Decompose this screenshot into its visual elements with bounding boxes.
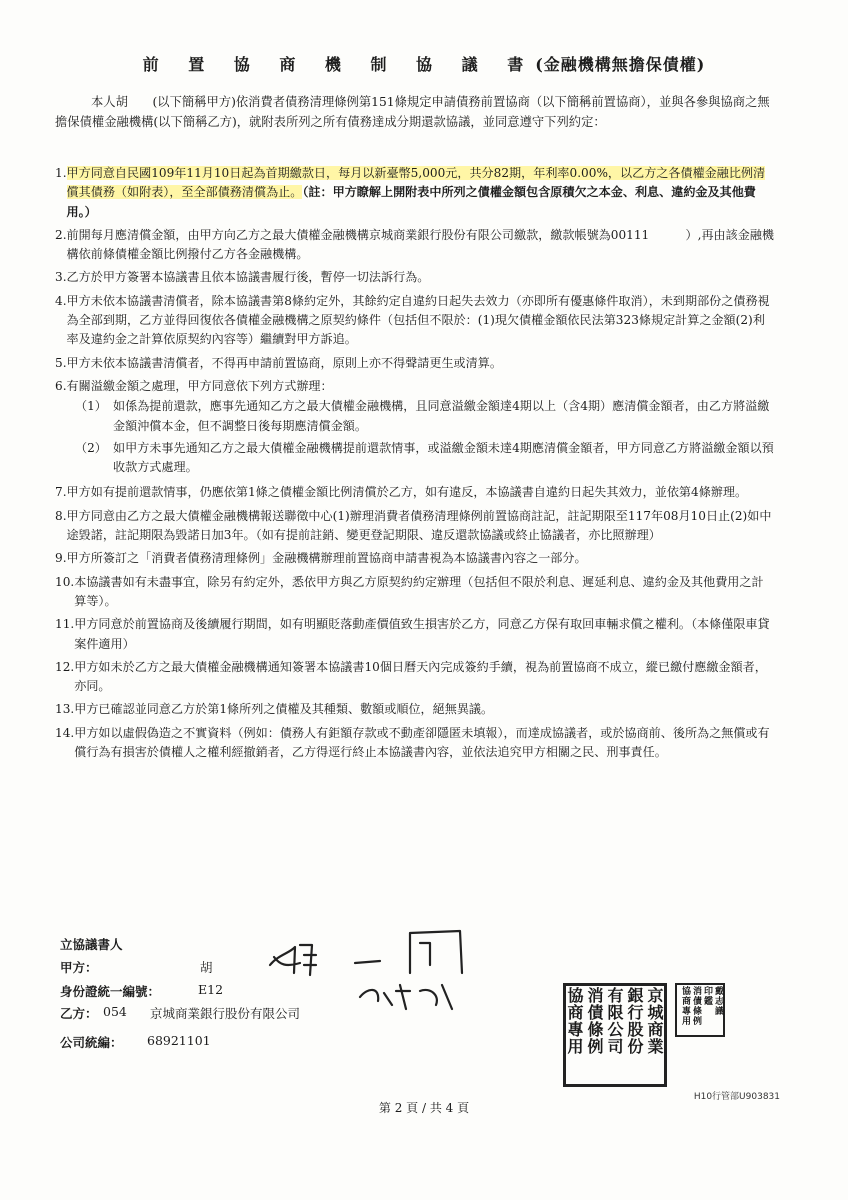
clause-12 bbox=[55, 658, 775, 697]
sub-number: （2） bbox=[75, 440, 107, 455]
sub-text: 如甲方未事先通知乙方之最大債權金融機構提前還款情事，或溢繳金額未達4期應清償金額者，甲方同意乙方將溢繳金額以預收款方式處理。 bbox=[113, 440, 774, 475]
clause-7 bbox=[55, 483, 775, 502]
stamp-text: 消債條例 bbox=[691, 986, 701, 1026]
clause-6-sub-2 bbox=[55, 439, 775, 478]
clause-14 bbox=[55, 724, 775, 763]
stamp-text: 戴志識 bbox=[713, 986, 723, 1016]
clause-4 bbox=[55, 292, 775, 350]
party-a-label: 甲方： bbox=[60, 960, 98, 975]
id-value: E12 bbox=[198, 982, 224, 997]
clause-number: 4. bbox=[55, 293, 67, 308]
clause-6-sub-1 bbox=[55, 397, 775, 436]
intro-paragraph: 本人胡 (以下簡稱甲方)依消費者債務清理條例第151條規定申請債務前置協商（以下簡稱前置協商），並與各參與協商之無擔保債權金融機構(以下簡稱乙方)，就附表所列之所有債務達成分期還款協議，並同意遵守下列約定： bbox=[55, 95, 770, 129]
page-number: 第 2 頁 / 共 4 頁 bbox=[378, 1101, 470, 1115]
clause-number: 3. bbox=[55, 270, 67, 285]
clause-number: 12. bbox=[55, 659, 75, 674]
title-paren: (金融機構無擔保債權) bbox=[535, 55, 706, 74]
stamp-text: 銀行股份 bbox=[625, 987, 644, 1055]
clause-number: 10. bbox=[55, 574, 75, 589]
party-a-name: 胡 bbox=[200, 960, 213, 975]
stamp-text: 京城商業 bbox=[645, 987, 664, 1055]
id-label: 身份證統一編號： bbox=[60, 984, 161, 999]
sub-number: （1） bbox=[75, 399, 107, 414]
document-title bbox=[0, 52, 848, 75]
clause-6 bbox=[55, 377, 775, 396]
clause-number: 9. bbox=[55, 551, 67, 566]
clause-number: 6. bbox=[55, 378, 67, 393]
party-b-label: 乙方： bbox=[60, 1006, 98, 1021]
clause-1-note: （註：甲方瞭解上開附表中所列之債權金額包含原積欠之本金、利息、違約金及其他費用。） bbox=[66, 185, 756, 219]
clause-text: 甲方同意由乙方之最大債權金融機構報送聯徵中心(1)辦理消費者債務清理條例前置協商註記，註記期限至117年08月10日止(2)如中途毀諾，註記期限為毀諾日加3年。（如有提前註銷、變更登記期限、違反還款協議或終止協議者，亦比照辦理） bbox=[66, 508, 772, 543]
clause-text: 甲方如以虛假偽造之不實資料（例如：債務人有鉅額存款或不動產卻隱匿未填報），而達成協議者，或於協商前、後所為之無償或有償行為有損害於債權人之權利經撤銷者，乙方得逕行終止本協議書內容，並依法追究甲方相關之民、刑事責任。 bbox=[74, 725, 770, 760]
clause-number: 11. bbox=[55, 617, 75, 632]
clause-1 bbox=[55, 164, 775, 222]
clause-8 bbox=[55, 507, 775, 546]
sub-text: 如係為提前還款，應事先通知乙方之最大債權金融機構，且同意溢繳金額達4期以上（含4期）應清償金額者，由乙方將溢繳金額沖償本金，但不調整日後每期應清償金額。 bbox=[113, 399, 770, 433]
stamp-text: 協商專用 bbox=[680, 986, 690, 1026]
handwritten-signature bbox=[260, 925, 480, 1015]
clause-11 bbox=[55, 615, 775, 654]
clause-text: 前開每月應清償金額，由甲方向乙方之最大債權金融機構京城商業銀行股份有限公司繳款，繳款帳號為00111 ）,再由該金融機構依前條債權金額比例撥付乙方各金融機構。 bbox=[66, 227, 775, 262]
clause-list bbox=[55, 164, 775, 766]
clause-text: 甲方未依本協議書清償者，除本協議書第8條約定外，其餘約定自違約日起失去效力（亦即所有優惠條件取消），未到期部份之債務視為全部到期，乙方並得回復依各債權金融機構之原契約條件（包括但不限於：(1)現欠債權金額依民法第323條規定計算之金額(2)利率及違約金之計算依原契約內容等）繼續對甲方訴追。 bbox=[66, 293, 770, 347]
clause-text: 本協議書如有未盡事宜，除另有約定外，悉依甲方與乙方原契約約定辦理（包括但不限於利息、遲延利息、違約金及其他費用之計算等）。 bbox=[74, 574, 764, 608]
bank-seal-stamp bbox=[563, 983, 667, 1087]
clause-2 bbox=[55, 226, 775, 265]
clause-number: 1. bbox=[55, 166, 67, 180]
clause-text: 有關溢繳金額之處理，甲方同意依下列方式辦理： bbox=[66, 378, 333, 393]
signatory-heading: 立協議書人 bbox=[60, 937, 123, 952]
clause-number: 8. bbox=[55, 508, 67, 523]
clause-text: 甲方已確認並同意乙方於第1條所列之債權及其種類、數額或順位，絕無異議。 bbox=[74, 702, 494, 717]
clause-number: 13. bbox=[55, 702, 75, 717]
company-id-label: 公司統編： bbox=[60, 1035, 123, 1050]
clause-text: 甲方如未於乙方之最大債權金融機構通知簽署本協議書10個日曆天內完成簽約手續，視為前置協商不成立，縱已繳付應繳金額者，亦同。 bbox=[74, 659, 767, 694]
representative-seal-stamp bbox=[675, 983, 725, 1037]
stamp-text: 有限公司 bbox=[605, 987, 624, 1055]
clause-10 bbox=[55, 573, 775, 612]
stamp-text: 消債條例 bbox=[585, 987, 604, 1055]
party-b-name: 京城商業銀行股份有限公司 bbox=[150, 1006, 301, 1021]
clause-number: 7. bbox=[55, 485, 67, 500]
clause-text: 甲方所簽訂之「消費者債務清理條例」金融機構辦理前置協商申請書視為本協議書內容之一部分。 bbox=[66, 551, 587, 566]
stamp-text: 印鑑 bbox=[702, 986, 712, 1006]
stamp-text: 協商專用 bbox=[565, 987, 584, 1055]
clause-5 bbox=[55, 354, 775, 373]
document-code: H10行管部U903831 bbox=[693, 1092, 780, 1102]
clause-text: 甲方同意於前置協商及後續履行期間，如有明顯貶落動產價值致生損害於乙方，同意乙方保有取回車輛求償之權利。（本條僅限車貸案件適用） bbox=[74, 617, 770, 651]
clause-13 bbox=[55, 700, 775, 719]
clause-1-text: 甲方同意自民國109年11月10日起為首期繳款日，每月以新臺幣5,000元，共分82期，年利率0.00%，以乙方之各債權金融比例清償其債務（如附表），至全部債務清償為止。 bbox=[66, 166, 766, 200]
clause-text: 甲方未依本協議書清償者，不得再申請前置協商，原則上亦不得聲請更生或清算。 bbox=[66, 355, 502, 370]
clause-number: 14. bbox=[55, 725, 75, 740]
clause-text: 甲方如有提前還款情事，仍應依第1條之債權金額比例清償於乙方，如有違反，本協議書自違約日起失其效力，並依第4條辦理。 bbox=[66, 485, 748, 500]
clause-9 bbox=[55, 549, 775, 568]
title-main: 前 置 協 商 機 制 協 議 書 bbox=[142, 55, 536, 74]
company-id-value: 68921101 bbox=[147, 1033, 211, 1048]
clause-number: 5. bbox=[55, 355, 67, 370]
clause-number: 2. bbox=[55, 227, 67, 242]
clause-3 bbox=[55, 268, 775, 287]
clause-text: 乙方於甲方簽署本協議書且依本協議書履行後，暫停一切法訴行為。 bbox=[66, 270, 430, 285]
party-b-code: 054 bbox=[103, 1004, 127, 1019]
